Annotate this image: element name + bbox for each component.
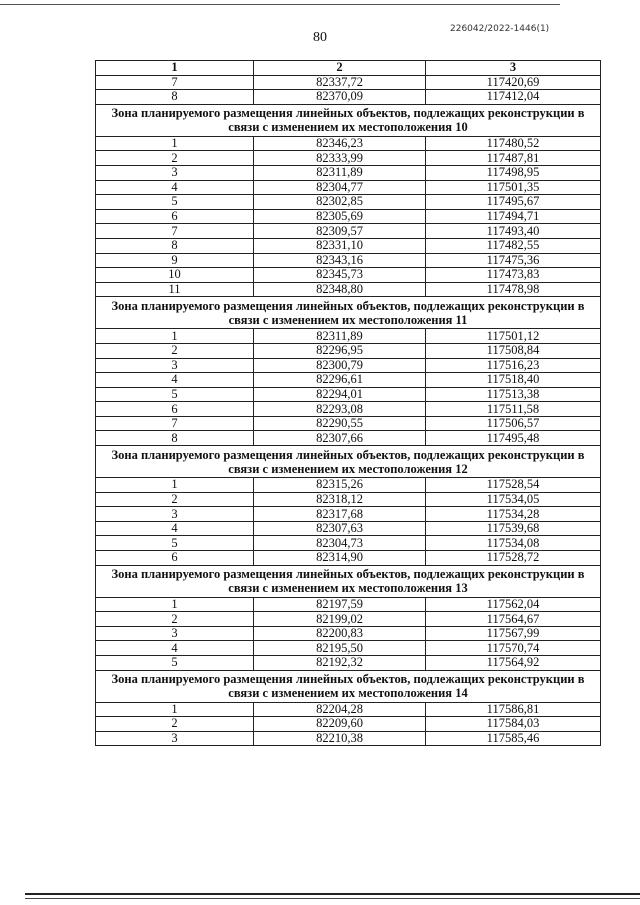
y-coordinate-cell: 117493,40 <box>426 224 601 239</box>
table-body <box>96 75 601 746</box>
table-row <box>96 209 601 224</box>
y-coordinate-cell: 117511,58 <box>426 402 601 417</box>
y-coordinate-cell: 117478,98 <box>426 282 601 297</box>
table-row <box>96 597 601 612</box>
table-row <box>96 387 601 402</box>
coordinates-table <box>95 60 601 746</box>
table-row <box>96 536 601 551</box>
point-number-cell: 1 <box>96 136 254 151</box>
point-number-cell: 9 <box>96 253 254 268</box>
y-coordinate-cell: 117570,74 <box>426 641 601 656</box>
y-coordinate-cell: 117586,81 <box>426 702 601 717</box>
point-number-cell: 2 <box>96 492 254 507</box>
y-coordinate-cell: 117501,35 <box>426 180 601 195</box>
y-coordinate-cell: 117508,84 <box>426 343 601 358</box>
y-coordinate-cell: 117534,28 <box>426 507 601 522</box>
y-coordinate-cell: 117585,46 <box>426 731 601 746</box>
x-coordinate-cell: 82348,80 <box>254 282 426 297</box>
point-number-cell: 4 <box>96 180 254 195</box>
bottom-rule-thin <box>25 898 640 899</box>
y-coordinate-cell: 117516,23 <box>426 358 601 373</box>
point-number-cell: 7 <box>96 224 254 239</box>
x-coordinate-cell: 82210,38 <box>254 731 426 746</box>
y-coordinate-cell: 117482,55 <box>426 238 601 253</box>
point-number-cell: 6 <box>96 402 254 417</box>
point-number-cell: 8 <box>96 431 254 446</box>
zone-title: Зона планируемого размещения линейных объектов, подлежащих реконструкции в связи с изменением их местоположения 11 <box>96 297 601 329</box>
y-coordinate-cell: 117562,04 <box>426 597 601 612</box>
table-row <box>96 224 601 239</box>
table-row <box>96 268 601 283</box>
table-row <box>96 641 601 656</box>
table-row <box>96 238 601 253</box>
x-coordinate-cell: 82195,50 <box>254 641 426 656</box>
y-coordinate-cell: 117480,52 <box>426 136 601 151</box>
y-coordinate-cell: 117513,38 <box>426 387 601 402</box>
point-number-cell: 4 <box>96 641 254 656</box>
zone-title: Зона планируемого размещения линейных объектов, подлежащих реконструкции в связи с изменением их местоположения 13 <box>96 565 601 597</box>
x-coordinate-cell: 82200,83 <box>254 626 426 641</box>
zone-title-row <box>96 297 601 329</box>
point-number-cell: 10 <box>96 268 254 283</box>
table-row <box>96 416 601 431</box>
y-coordinate-cell: 117539,68 <box>426 521 601 536</box>
column-header-y: 3 <box>426 61 601 76</box>
table-header-row <box>96 61 601 76</box>
y-coordinate-cell: 117584,03 <box>426 717 601 732</box>
y-coordinate-cell: 117420,69 <box>426 75 601 90</box>
y-coordinate-cell: 117567,99 <box>426 626 601 641</box>
x-coordinate-cell: 82204,28 <box>254 702 426 717</box>
point-number-cell: 7 <box>96 416 254 431</box>
column-header-point: 1 <box>96 61 254 76</box>
table-row <box>96 656 601 671</box>
bottom-rule <box>25 893 640 895</box>
y-coordinate-cell: 117412,04 <box>426 90 601 105</box>
table-row <box>96 507 601 522</box>
zone-title-row <box>96 104 601 136</box>
x-coordinate-cell: 82296,95 <box>254 343 426 358</box>
x-coordinate-cell: 82333,99 <box>254 151 426 166</box>
table-row <box>96 702 601 717</box>
x-coordinate-cell: 82307,66 <box>254 431 426 446</box>
point-number-cell: 6 <box>96 551 254 566</box>
table-row <box>96 343 601 358</box>
point-number-cell: 4 <box>96 521 254 536</box>
y-coordinate-cell: 117506,57 <box>426 416 601 431</box>
point-number-cell: 8 <box>96 238 254 253</box>
zone-title: Зона планируемого размещения линейных объектов, подлежащих реконструкции в связи с изменением их местоположения 12 <box>96 446 601 478</box>
point-number-cell: 6 <box>96 209 254 224</box>
x-coordinate-cell: 82370,09 <box>254 90 426 105</box>
x-coordinate-cell: 82346,23 <box>254 136 426 151</box>
point-number-cell: 4 <box>96 373 254 388</box>
table-row <box>96 373 601 388</box>
x-coordinate-cell: 82300,79 <box>254 358 426 373</box>
x-coordinate-cell: 82314,90 <box>254 551 426 566</box>
y-coordinate-cell: 117564,92 <box>426 656 601 671</box>
zone-title-row <box>96 565 601 597</box>
point-number-cell: 3 <box>96 165 254 180</box>
x-coordinate-cell: 82192,32 <box>254 656 426 671</box>
column-header-x: 2 <box>254 61 426 76</box>
x-coordinate-cell: 82302,85 <box>254 195 426 210</box>
point-number-cell: 1 <box>96 702 254 717</box>
y-coordinate-cell: 117518,40 <box>426 373 601 388</box>
y-coordinate-cell: 117564,67 <box>426 612 601 627</box>
point-number-cell: 7 <box>96 75 254 90</box>
point-number-cell: 5 <box>96 195 254 210</box>
point-number-cell: 3 <box>96 731 254 746</box>
point-number-cell: 1 <box>96 329 254 344</box>
table-row <box>96 136 601 151</box>
table-row <box>96 717 601 732</box>
table-row <box>96 253 601 268</box>
y-coordinate-cell: 117498,95 <box>426 165 601 180</box>
point-number-cell: 2 <box>96 151 254 166</box>
table-row <box>96 358 601 373</box>
zone-title-row <box>96 670 601 702</box>
x-coordinate-cell: 82311,89 <box>254 329 426 344</box>
x-coordinate-cell: 82197,59 <box>254 597 426 612</box>
x-coordinate-cell: 82305,69 <box>254 209 426 224</box>
point-number-cell: 5 <box>96 536 254 551</box>
table-row <box>96 431 601 446</box>
table-row <box>96 90 601 105</box>
point-number-cell: 5 <box>96 387 254 402</box>
table-row <box>96 180 601 195</box>
x-coordinate-cell: 82304,77 <box>254 180 426 195</box>
y-coordinate-cell: 117528,54 <box>426 478 601 493</box>
x-coordinate-cell: 82337,72 <box>254 75 426 90</box>
table-row <box>96 402 601 417</box>
x-coordinate-cell: 82345,73 <box>254 268 426 283</box>
point-number-cell: 2 <box>96 717 254 732</box>
table-row <box>96 478 601 493</box>
top-rule <box>0 4 560 5</box>
point-number-cell: 11 <box>96 282 254 297</box>
point-number-cell: 2 <box>96 612 254 627</box>
table-row <box>96 626 601 641</box>
table-row <box>96 282 601 297</box>
point-number-cell: 3 <box>96 358 254 373</box>
point-number-cell: 3 <box>96 507 254 522</box>
zone-title: Зона планируемого размещения линейных объектов, подлежащих реконструкции в связи с изменением их местоположения 10 <box>96 104 601 136</box>
point-number-cell: 1 <box>96 478 254 493</box>
x-coordinate-cell: 82309,57 <box>254 224 426 239</box>
x-coordinate-cell: 82294,01 <box>254 387 426 402</box>
y-coordinate-cell: 117475,36 <box>426 253 601 268</box>
table-row <box>96 731 601 746</box>
y-coordinate-cell: 117494,71 <box>426 209 601 224</box>
table-row <box>96 492 601 507</box>
table-row <box>96 551 601 566</box>
page-number: 80 <box>313 30 327 45</box>
x-coordinate-cell: 82199,02 <box>254 612 426 627</box>
y-coordinate-cell: 117528,72 <box>426 551 601 566</box>
y-coordinate-cell: 117495,48 <box>426 431 601 446</box>
x-coordinate-cell: 82209,60 <box>254 717 426 732</box>
x-coordinate-cell: 82343,16 <box>254 253 426 268</box>
table-row <box>96 521 601 536</box>
y-coordinate-cell: 117534,08 <box>426 536 601 551</box>
x-coordinate-cell: 82318,12 <box>254 492 426 507</box>
y-coordinate-cell: 117487,81 <box>426 151 601 166</box>
x-coordinate-cell: 82315,26 <box>254 478 426 493</box>
table-row <box>96 195 601 210</box>
x-coordinate-cell: 82331,10 <box>254 238 426 253</box>
table-row <box>96 165 601 180</box>
table-row <box>96 151 601 166</box>
table-row <box>96 329 601 344</box>
y-coordinate-cell: 117501,12 <box>426 329 601 344</box>
y-coordinate-cell: 117534,05 <box>426 492 601 507</box>
zone-title: Зона планируемого размещения линейных объектов, подлежащих реконструкции в связи с изменением их местоположения 14 <box>96 670 601 702</box>
point-number-cell: 2 <box>96 343 254 358</box>
table-row <box>96 75 601 90</box>
x-coordinate-cell: 82293,08 <box>254 402 426 417</box>
x-coordinate-cell: 82290,55 <box>254 416 426 431</box>
point-number-cell: 1 <box>96 597 254 612</box>
x-coordinate-cell: 82311,89 <box>254 165 426 180</box>
x-coordinate-cell: 82317,68 <box>254 507 426 522</box>
y-coordinate-cell: 117495,67 <box>426 195 601 210</box>
x-coordinate-cell: 82307,63 <box>254 521 426 536</box>
point-number-cell: 5 <box>96 656 254 671</box>
table-row <box>96 612 601 627</box>
x-coordinate-cell: 82296,61 <box>254 373 426 388</box>
document-code: 226042/2022-1446(1) <box>450 24 550 34</box>
zone-title-row <box>96 446 601 478</box>
y-coordinate-cell: 117473,83 <box>426 268 601 283</box>
point-number-cell: 8 <box>96 90 254 105</box>
point-number-cell: 3 <box>96 626 254 641</box>
x-coordinate-cell: 82304,73 <box>254 536 426 551</box>
